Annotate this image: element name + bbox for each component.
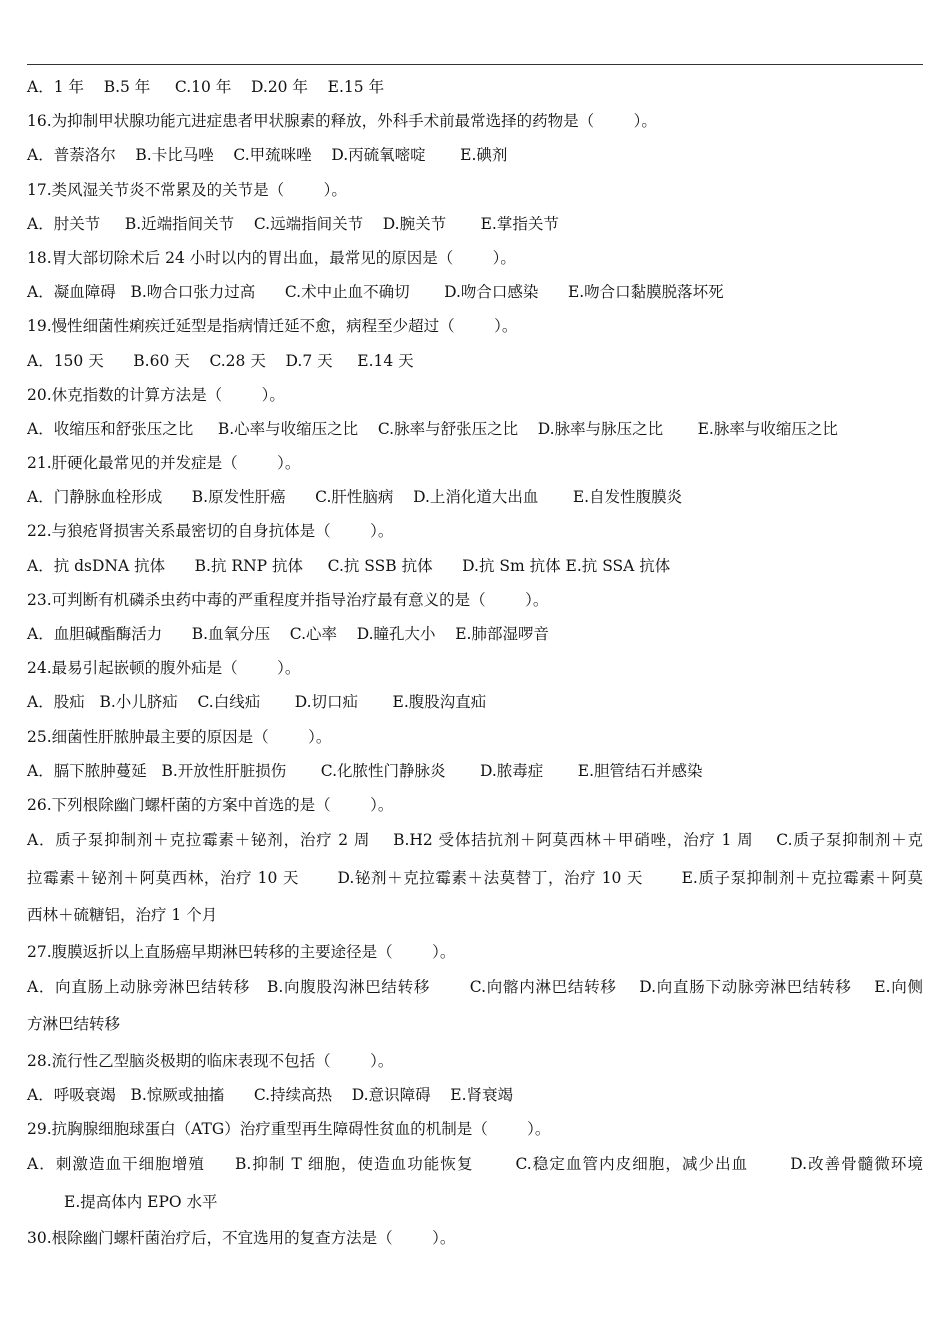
question-line: 30.根除幽门螺杆菌治疗后，不宜选用的复查方法是（ ）。 [27, 1229, 456, 1248]
options-line: A．收缩压和舒张压之比 B.心率与收缩压之比 C.脉率与舒张压之比 D.脉率与脉压之比 E.脉率与收缩压之比 [27, 419, 838, 438]
header-rule [27, 64, 923, 65]
question-line: 27.腹膜返折以上直肠癌早期淋巴转移的主要途径是（ ）。 [27, 942, 456, 961]
options-line: A．肘关节 B.近端指间关节 C.远端指间关节 D.腕关节 E.掌指关节 [27, 214, 559, 233]
question-line: 28.流行性乙型脑炎极期的临床表现不包括（ ）。 [27, 1051, 394, 1070]
options-line-wrapped: 西林＋硫糖铝，治疗 1 个月 [27, 906, 218, 925]
options-line: A．膈下脓肿蔓延 B.开放性肝脏损伤 C.化脓性门静脉炎 D.脓毒症 E.胆管结石并感染 [27, 761, 703, 780]
question-line: 24.最易引起嵌顿的腹外疝是（ ）。 [27, 659, 301, 678]
options-line: A．股疝 B.小儿脐疝 C.白线疝 D.切口疝 E.腹股沟直疝 [27, 693, 487, 712]
question-line: 25.细菌性肝脓肿最主要的原因是（ ）。 [27, 727, 332, 746]
options-line: A．门静脉血栓形成 B.原发性肝癌 C.肝性脑病 D.上消化道大出血 E.自发性腹膜炎 [27, 488, 683, 507]
question-line: 19.慢性细菌性痢疾迁延型是指病情迁延不愈，病程至少超过（ ）。 [27, 317, 518, 336]
options-line-wrapped: E.提高体内 EPO 水平 [64, 1192, 218, 1211]
options-line: A．凝血障碍 B.吻合口张力过高 C.术中止血不确切 D.吻合口感染 E.吻合口黏膜脱落坏死 [27, 283, 724, 302]
options-line-wrapped: A．向直肠上动脉旁淋巴结转移 B.向腹股沟淋巴结转移 C.向髂内淋巴结转移 D.向直肠下动脉旁淋巴结转移 E.向侧 [27, 977, 923, 996]
question-line: 23.可判断有机磷杀虫药中毒的严重程度并指导治疗最有意义的是（ ）。 [27, 590, 549, 609]
question-line: 29.抗胸腺细胞球蛋白（ATG）治疗重型再生障碍性贫血的机制是（ ）。 [27, 1120, 551, 1139]
options-line: A．血胆碱酯酶活力 B.血氧分压 C.心率 D.瞳孔大小 E.肺部湿啰音 [27, 625, 549, 643]
options-line-wrapped: A．质子泵抑制剂＋克拉霉素＋铋剂，治疗 2 周 B.H2 受体拮抗剂＋阿莫西林＋甲硝唑，治疗 1 周 C.质子泵抑制剂＋克 [27, 831, 923, 850]
options-line: A．1 年 B.5 年 C.10 年 D.20 年 E.15 年 [27, 78, 385, 96]
question-line: 16.为抑制甲状腺功能亢进症患者甲状腺素的释放，外科手术前最常选择的药物是（ ）。 [27, 112, 657, 131]
question-line: 17.类风湿关节炎不常累及的关节是（ ）。 [27, 180, 347, 199]
exam-page [27, 70, 923, 1256]
options-line: A．普萘洛尔 B.卡比马唑 C.甲巯咪唑 D.丙硫氧嘧啶 E.碘剂 [27, 146, 508, 165]
options-line-wrapped: 拉霉素＋铋剂＋阿莫西林，治疗 10 天 D.铋剂＋克拉霉素＋法莫替丁，治疗 10 天 E.质子泵抑制剂＋克拉霉素＋阿莫 [27, 868, 923, 887]
options-line: A．抗 dsDNA 抗体 B.抗 RNP 抗体 C.抗 SSB 抗体 D.抗 Sm 抗体 E.抗 SSA 抗体 [27, 556, 671, 575]
options-line: A．呼吸衰竭 B.惊厥或抽搐 C.持续高热 D.意识障碍 E.肾衰竭 [27, 1086, 514, 1104]
question-line: 21.肝硬化最常见的并发症是（ ）。 [27, 454, 301, 473]
question-line: 18.胃大部切除术后 24 小时以内的胃出血，最常见的原因是（ ）。 [27, 248, 516, 267]
question-line: 20.休克指数的计算方法是（ ）。 [27, 385, 285, 404]
options-line-wrapped: 方淋巴结转移 [27, 1015, 121, 1034]
question-line: 26.下列根除幽门螺杆菌的方案中首选的是（ ）。 [27, 795, 394, 814]
question-line: 22.与狼疮肾损害关系最密切的自身抗体是（ ）。 [27, 522, 394, 541]
options-line-wrapped: A．刺激造血干细胞增殖 B.抑制 T 细胞，使造血功能恢复 C.稳定血管内皮细胞，减少出血 D.改善骨髓微环境 [27, 1155, 923, 1174]
options-line: A．150 天 B.60 天 C.28 天 D.7 天 E.14 天 [27, 351, 414, 370]
